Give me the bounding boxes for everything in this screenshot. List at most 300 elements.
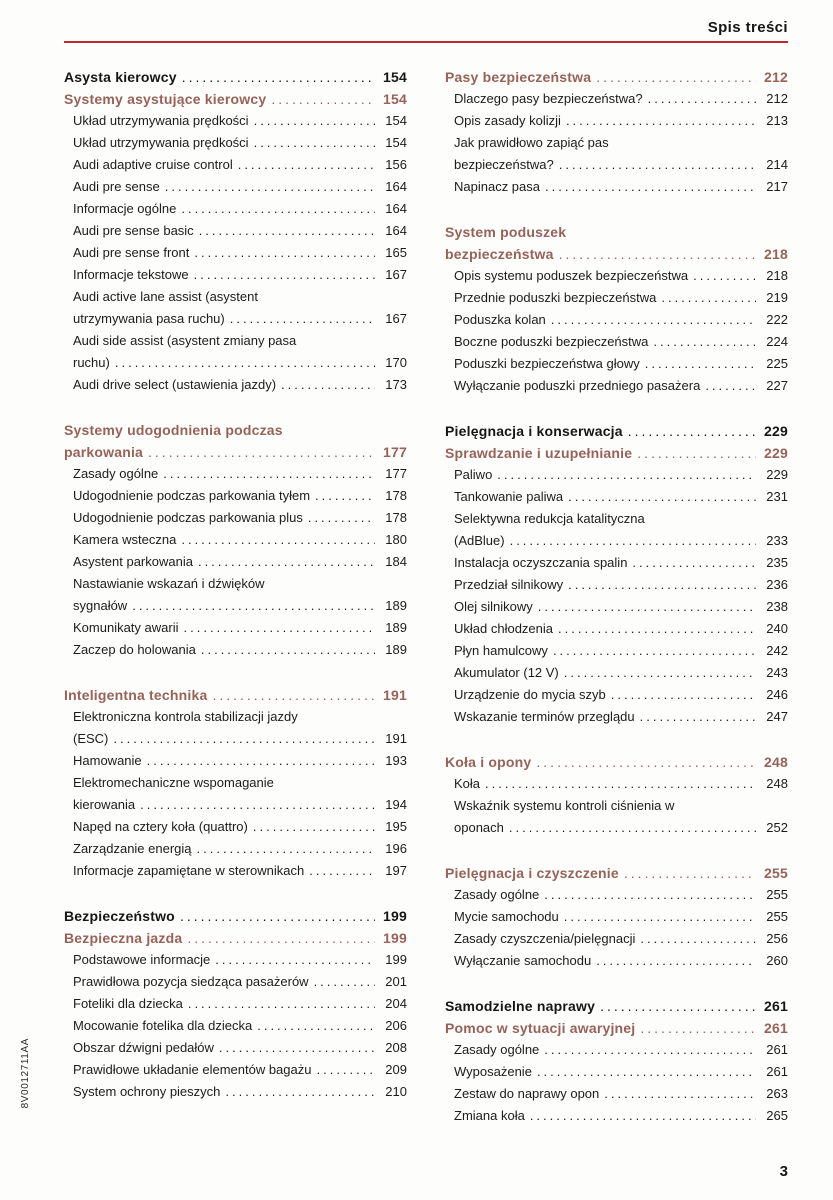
toc-entry-page: 225 [766,356,788,371]
toc-entry-label: Pielęgnacja i konserwacja [445,423,623,439]
leader-dots [530,1105,756,1127]
toc-entry-label: Audi pre sense [73,179,160,194]
toc-entry-label: Komunikaty awarii [73,620,179,635]
toc-entry-item [64,507,407,529]
toc-entry-page: 209 [385,1062,407,1077]
toc-entry-page: 261 [764,1020,788,1036]
leader-dots [545,176,756,198]
toc-entry-chapter [445,751,788,773]
toc-entry-item [445,662,788,684]
header-rule [64,41,788,43]
toc-section [445,751,788,839]
toc-entry-page: 248 [764,754,788,770]
toc-entry-label: Układ utrzymywania prędkości [73,113,249,128]
toc-entry-page: 184 [385,554,407,569]
toc-entry-item [64,110,407,132]
leader-dots [596,66,756,88]
leader-dots [148,441,375,463]
toc-entry-item [64,860,407,882]
toc-entry-part [445,995,788,1017]
toc-entry-label: Audi pre sense front [73,245,190,260]
leader-dots [648,88,756,110]
toc-entry-item [445,1083,788,1105]
toc-entry-item [64,728,407,750]
leader-dots [509,817,756,839]
toc-section [445,221,788,397]
leader-dots [624,862,756,884]
toc-entry-item [445,706,788,728]
toc-entry-page: 178 [385,510,407,525]
toc-entry-page: 255 [766,909,788,924]
toc-entry-page: 240 [766,621,788,636]
toc-entry-item [64,1015,407,1037]
toc-entry-page: 210 [385,1084,407,1099]
leader-dots [611,684,756,706]
toc-section [445,420,788,728]
toc-entry-item [64,529,407,551]
leader-dots [181,529,375,551]
toc-entry-label: Elektromechaniczne wspomaganie [73,775,274,790]
toc-entry-label: Informacje zapamiętane w sterownikach [73,863,305,878]
toc-entry-item [445,884,788,906]
leader-dots [181,198,375,220]
toc-entry-item [445,508,788,530]
toc-entry-page: 197 [385,863,407,878]
toc-entry-label: Przednie poduszki bezpieczeństwa [454,290,657,305]
toc-entry-label: Dlaczego pasy bezpieczeństwa? [454,91,643,106]
leader-dots [197,838,375,860]
toc-entry-item [64,573,407,595]
leader-dots [596,950,756,972]
toc-entry-page: 177 [385,466,407,481]
toc-columns [64,66,788,1150]
toc-entry-page: 261 [766,1064,788,1079]
toc-entry-part [64,905,407,927]
toc-entry-item [64,242,407,264]
leader-dots [184,617,376,639]
toc-entry-label: Olej silnikowy [454,599,533,614]
leader-dots [194,242,375,264]
toc-entry-label: Tankowanie paliwa [454,489,564,504]
toc-entry-label: Zasady ogólne [454,887,540,902]
toc-entry-label: Akumulator (12 V) [454,665,559,680]
toc-entry-item [64,1059,407,1081]
leader-dots [497,464,756,486]
toc-entry-item [445,154,788,176]
toc-entry-page: 229 [764,445,788,461]
leader-dots [553,640,756,662]
toc-entry-item [445,795,788,817]
toc-entry-item [445,928,788,950]
leader-dots [215,949,375,971]
leader-dots [632,552,756,574]
toc-entry-page: 204 [385,996,407,1011]
toc-entry-item [64,352,407,374]
toc-entry-label: Audi drive select (ustawienia jazdy) [73,377,277,392]
toc-entry-page: 261 [766,1042,788,1057]
toc-entry-label: Udogodnienie podczas parkowania plus [73,510,303,525]
toc-entry-page: 243 [766,665,788,680]
leader-dots [194,264,375,286]
toc-right-column [445,66,788,1150]
leader-dots [600,995,756,1017]
toc-entry-chapter [445,243,788,265]
toc-entry-item [64,949,407,971]
toc-entry-label: Informacje ogólne [73,201,177,216]
leader-dots [536,751,756,773]
toc-entry-label: (ESC) [73,731,109,746]
toc-entry-label: Przedział silnikowy [454,577,564,592]
toc-entry-item [64,1037,407,1059]
toc-entry-page: 193 [385,753,407,768]
toc-entry-label: Foteliki dla dziecka [73,996,183,1011]
leader-dots [309,860,375,882]
toc-entry-item [445,375,788,397]
leader-dots [201,639,375,661]
toc-section [64,419,407,661]
leader-dots [544,884,756,906]
toc-entry-label: Instalacja oczyszczania spalin [454,555,628,570]
toc-entry-label: System poduszek [445,224,567,240]
toc-entry-item [64,463,407,485]
leader-dots [115,352,375,374]
toc-entry-label: Informacje tekstowe [73,267,189,282]
toc-section [445,66,788,198]
toc-entry-label: utrzymywania pasa ruchu) [73,311,225,326]
toc-entry-item [445,684,788,706]
toc-entry-label: Wyłączanie samochodu [454,953,592,968]
toc-entry-label: Audi side assist (asystent zmiany pasa [73,333,297,348]
toc-entry-page: 154 [383,91,407,107]
leader-dots [640,1017,756,1039]
toc-entry-page: 229 [764,423,788,439]
toc-entry-item [64,286,407,308]
toc-entry-item [445,464,788,486]
toc-entry-label: Pasy bezpieczeństwa [445,69,592,85]
toc-entry-page: 199 [385,952,407,967]
toc-entry-page: 208 [385,1040,407,1055]
leader-dots [253,816,375,838]
toc-entry-label: Zasady czyszczenia/pielęgnacji [454,931,636,946]
leader-dots [538,596,756,618]
toc-entry-label: Zasady ogólne [454,1042,540,1057]
toc-entry-page: 167 [385,267,407,282]
toc-entry-page: 199 [383,930,407,946]
leader-dots [212,684,375,706]
toc-entry-page: 195 [385,819,407,834]
toc-entry-item [445,176,788,198]
toc-entry-page: 261 [764,998,788,1014]
leader-dots [165,176,375,198]
toc-entry-item [445,596,788,618]
leader-dots [559,243,756,265]
toc-entry-item [64,330,407,352]
toc-entry-page: 233 [766,533,788,548]
toc-entry-page: 252 [766,820,788,835]
toc-entry-page: 218 [766,268,788,283]
toc-entry-item [445,530,788,552]
toc-entry-item [64,993,407,1015]
page-header [64,19,788,43]
toc-entry-item [64,154,407,176]
toc-entry-item [64,706,407,728]
toc-entry-label: Selektywna redukcja katalityczna [454,511,645,526]
toc-entry-label: Wskazanie terminów przeglądu [454,709,635,724]
leader-dots [640,928,756,950]
toc-entry-item [64,838,407,860]
toc-entry-page: 256 [766,931,788,946]
toc-entry-page: 196 [385,841,407,856]
toc-entry-label: Zasady ogólne [73,466,159,481]
leader-dots [640,706,756,728]
toc-entry-page: 229 [766,467,788,482]
toc-entry-chapter [64,684,407,706]
toc-entry-item [445,618,788,640]
toc-entry-page: 231 [766,489,788,504]
toc-entry-label: Podstawowe informacje [73,952,211,967]
leader-dots [281,374,375,396]
toc-entry-label: Kamera wsteczna [73,532,177,547]
toc-entry-item [64,308,407,330]
toc-entry-page: 177 [383,444,407,460]
toc-entry-item [445,309,788,331]
toc-entry-label: Mycie samochodu [454,909,559,924]
toc-entry-item [445,906,788,928]
toc-entry-label: Audi active lane assist (asystent [73,289,258,304]
toc-entry-page: 255 [764,865,788,881]
toc-entry-page: 194 [385,797,407,812]
toc-entry-item [445,486,788,508]
toc-entry-label: Bezpieczna jazda [64,930,183,946]
toc-entry-page: 154 [385,135,407,150]
leader-dots [230,308,375,330]
toc-entry-label: System ochrony pieszych [73,1084,221,1099]
leader-dots [315,485,375,507]
toc-entry-item [64,595,407,617]
toc-entry-page: 227 [766,378,788,393]
toc-entry-page: 189 [385,598,407,613]
toc-entry-item [64,816,407,838]
leader-dots [187,927,375,949]
toc-entry-item [64,220,407,242]
toc-entry-label: Wskaźnik systemu kontroli ciśnienia w [454,798,675,813]
toc-entry-item [64,198,407,220]
leader-dots [163,463,375,485]
leader-dots [693,265,756,287]
toc-entry-chapter [445,442,788,464]
toc-entry-page: 212 [766,91,788,106]
toc-entry-label: Zaczep do holowania [73,642,196,657]
toc-entry-chapter [445,862,788,884]
leader-dots [544,1039,756,1061]
toc-entry-label: bezpieczeństwa? [454,157,554,172]
toc-entry-item [64,750,407,772]
toc-entry-page: 247 [766,709,788,724]
toc-entry-label: Inteligentna technika [64,687,208,703]
toc-entry-label: Napinacz pasa [454,179,540,194]
toc-entry-page: 201 [385,974,407,989]
toc-entry-page: 199 [383,908,407,924]
leader-dots [219,1037,375,1059]
toc-entry-label: Jak prawidłowo zapiąć pas [454,135,609,150]
toc-entry-label: Obszar dźwigni pedałów [73,1040,214,1055]
toc-entry-page: 263 [766,1086,788,1101]
leader-dots [180,905,375,927]
toc-entry-label: Nastawianie wskazań i dźwięków [73,576,265,591]
toc-entry-label: Hamowanie [73,753,142,768]
toc-entry-page: 191 [383,687,407,703]
toc-entry-label: Elektroniczna kontrola stabilizacji jazdy [73,709,298,724]
leader-dots [645,353,756,375]
toc-entry-page: 224 [766,334,788,349]
toc-entry-page: 255 [766,887,788,902]
leader-dots [568,486,756,508]
toc-entry-item [64,485,407,507]
toc-entry-chapter [445,66,788,88]
toc-entry-item [64,1081,407,1103]
toc-entry-part [64,66,407,88]
toc-entry-label: Zmiana koła [454,1108,525,1123]
leader-dots [225,1081,375,1103]
toc-entry-page: 214 [766,157,788,172]
toc-entry-label: Koła i opony [445,754,532,770]
toc-entry-page: 189 [385,642,407,657]
toc-entry-page: 178 [385,488,407,503]
toc-entry-page: 217 [766,179,788,194]
toc-entry-label: Audi pre sense basic [73,223,194,238]
leader-dots [604,1083,756,1105]
toc-entry-label: Poduszka kolan [454,312,546,327]
toc-entry-label: Opis systemu poduszek bezpieczeństwa [454,268,689,283]
toc-entry-page: 260 [766,953,788,968]
toc-entry-page: 164 [385,223,407,238]
toc-entry-item [445,331,788,353]
leader-dots [566,110,756,132]
toc-entry-page: 235 [766,555,788,570]
page-title: Spis treści [707,19,788,36]
toc-entry-page: 173 [385,377,407,392]
toc-entry-page: 191 [385,731,407,746]
toc-section [445,995,788,1127]
toc-entry-label: Prawidłowa pozycja siedząca pasażerów [73,974,309,989]
page-number: 3 [779,1163,788,1180]
leader-dots [254,132,375,154]
toc-entry-page: 180 [385,532,407,547]
toc-entry-label: Układ chłodzenia [454,621,554,636]
toc-entry-item [64,772,407,794]
leader-dots [308,507,375,529]
toc-entry-chapter [64,88,407,110]
leader-dots [705,375,756,397]
toc-entry-label: Koła [454,776,481,791]
leader-dots [558,618,756,640]
toc-entry-page: 165 [385,245,407,260]
toc-entry-item [445,132,788,154]
leader-dots [198,551,375,573]
toc-entry-item [445,1039,788,1061]
toc-entry-page: 154 [385,113,407,128]
leader-dots [485,773,756,795]
toc-entry-page: 206 [385,1018,407,1033]
toc-entry-label: oponach [454,820,504,835]
toc-entry-item [445,353,788,375]
toc-entry-item [64,264,407,286]
toc-entry-label: Systemy udogodnienia podczas [64,422,283,438]
toc-entry-chapter [445,221,788,243]
leader-dots [199,220,375,242]
toc-entry-chapter [64,441,407,463]
leader-dots [147,750,375,772]
toc-entry-item [445,265,788,287]
toc-entry-item [445,773,788,795]
toc-entry-label: Bezpieczeństwo [64,908,175,924]
toc-section [64,66,407,396]
leader-dots [140,794,375,816]
toc-entry-label: Paliwo [454,467,493,482]
toc-entry-item [64,132,407,154]
leader-dots [661,287,756,309]
toc-entry-item [445,88,788,110]
toc-entry-item [445,287,788,309]
toc-entry-page: 156 [385,157,407,172]
toc-entry-page: 246 [766,687,788,702]
toc-entry-item [445,552,788,574]
toc-entry-page: 238 [766,599,788,614]
toc-entry-page: 218 [764,246,788,262]
toc-entry-label: (AdBlue) [454,533,505,548]
leader-dots [271,88,375,110]
toc-entry-label: kierowania [73,797,136,812]
toc-entry-item [445,640,788,662]
toc-entry-label: bezpieczeństwa [445,246,554,262]
toc-entry-label: Boczne poduszki bezpieczeństwa [454,334,649,349]
toc-entry-label: Asysta kierowcy [64,69,177,85]
toc-entry-item [64,639,407,661]
toc-entry-label: Poduszki bezpieczeństwa głowy [454,356,640,371]
toc-entry-label: Zarządzanie energią [73,841,192,856]
leader-dots [257,1015,375,1037]
toc-entry-item [445,574,788,596]
toc-entry-item [445,1105,788,1127]
toc-entry-label: Zestaw do naprawy opon [454,1086,600,1101]
toc-entry-label: Płyn hamulcowy [454,643,548,658]
toc-entry-label: Prawidłowe układanie elementów bagażu [73,1062,312,1077]
leader-dots [568,574,756,596]
toc-section [64,684,407,882]
toc-entry-chapter [445,1017,788,1039]
toc-entry-item [445,110,788,132]
leader-dots [314,971,375,993]
toc-entry-label: Sprawdzanie i uzupełnianie [445,445,633,461]
toc-entry-page: 242 [766,643,788,658]
toc-entry-page: 170 [385,355,407,370]
toc-left-column [64,66,407,1150]
toc-entry-label: Pomoc w sytuacji awaryjnej [445,1020,636,1036]
toc-entry-label: Wyposażenie [454,1064,532,1079]
leader-dots [113,728,375,750]
toc-entry-label: Audi adaptive cruise control [73,157,233,172]
toc-entry-item [445,950,788,972]
toc-entry-label: Wyłączanie poduszki przedniego pasażera [454,378,701,393]
toc-entry-page: 167 [385,311,407,326]
toc-entry-item [64,617,407,639]
toc-entry-item [445,1061,788,1083]
toc-section [64,905,407,1103]
toc-entry-label: Asystent parkowania [73,554,193,569]
toc-entry-page: 164 [385,201,407,216]
toc-entry-chapter [64,419,407,441]
leader-dots [182,66,375,88]
